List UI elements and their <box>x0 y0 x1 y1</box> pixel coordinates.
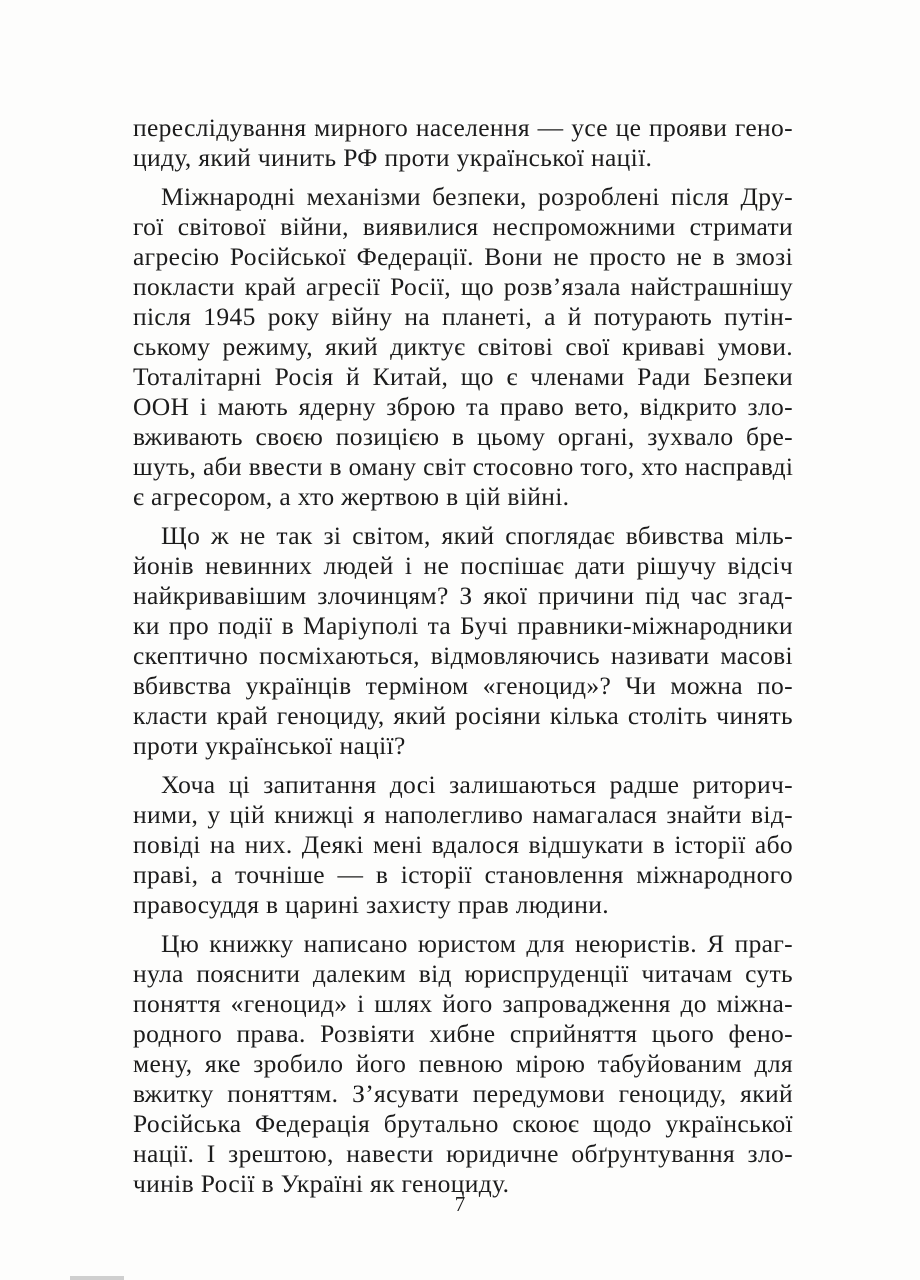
text-line: Російська Федерація брутально скоює щодо української <box>133 1109 793 1138</box>
text-line: скептично посміхаються, відмовляючись називати масові <box>133 641 793 670</box>
text-line: ки про події в Маріуполі та Бучі правники-міжнародники <box>133 611 793 640</box>
paragraph <box>133 182 793 512</box>
text-line: повіді на них. Деякі мені вдалося відшукати в історії або <box>133 830 793 859</box>
text-line: родного права. Розвіяти хибне сприйняття цього фено- <box>133 1019 793 1048</box>
text-line: Хоча ці запитання досі залишаються радше риторич- <box>161 770 793 799</box>
text-line: мену, яке зробило його певною мірою табуйованим для <box>133 1049 793 1078</box>
text-line: шуть, аби ввести в оману світ стосовно того, хто насправді <box>133 452 794 481</box>
body-text <box>133 113 793 1199</box>
paragraph <box>133 521 793 761</box>
text-line: є агресором, а хто жертвою в цій війні. <box>133 482 570 511</box>
text-line: Міжнародні механізми безпеки, розроблені після Дру- <box>161 182 793 211</box>
text-line: нула пояснити далеким від юриспруденції читачам суть <box>133 959 793 988</box>
paragraph <box>133 770 793 920</box>
text-line: класти край геноциду, який росіяни кілька століть чинять <box>133 701 793 730</box>
text-line: після 1945 року війну на планеті, а й потурають путін- <box>133 302 793 331</box>
paragraph <box>133 113 793 173</box>
text-line: циду, який чинить РФ проти української нації. <box>133 143 653 172</box>
paragraph <box>133 929 793 1199</box>
text-line: ському режиму, який диктує світові свої криваві умови. <box>133 332 793 361</box>
scan-edge-mark <box>70 1276 124 1280</box>
text-line: йонів невинних людей і не поспішає дати рішучу відсіч <box>133 551 793 580</box>
text-line: вбивства українців терміном «геноцид»? Чи можна по- <box>133 671 793 700</box>
text-line: проти української нації? <box>133 731 406 760</box>
text-line: покласти край агресії Росії, що розв’язала найстрашнішу <box>133 272 793 301</box>
text-line: агресію Російської Федерації. Вони не просто не в змозі <box>133 242 793 271</box>
text-line: нації. І зрештою, навести юридичне обґрунтування зло- <box>133 1139 793 1168</box>
text-line: чинів Росії в Україні як геноциду. <box>133 1169 510 1198</box>
text-line: вживають своєю позицією в цьому органі, зухвало бре- <box>133 422 793 451</box>
text-line: поняття «геноцид» і шлях його запровадження до міжна- <box>133 989 793 1018</box>
text-line: праві, а точніше — в історії становлення міжнародного <box>133 860 793 889</box>
text-line: Цю книжку написано юристом для неюристів. Я праг- <box>161 929 793 958</box>
text-line: правосуддя в царині захисту прав людини. <box>133 890 609 919</box>
text-line: ООН і мають ядерну зброю та право вето, відкрито зло- <box>133 392 793 421</box>
page-number: 7 <box>454 1192 466 1216</box>
text-line: ними, у цій книжці я наполегливо намагалася знайти від- <box>133 800 793 829</box>
text-line: вжитку поняттям. З’ясувати передумови геноциду, який <box>133 1079 793 1108</box>
text-line: Що ж не так зі світом, який споглядає вбивства міль- <box>161 521 793 550</box>
text-line: Тоталітарні Росія й Китай, що є членами Ради Безпеки <box>133 362 793 391</box>
text-line: найкривавішим злочинцям? З якої причини під час згад- <box>133 581 793 610</box>
text-line: переслідування мирного населення — усе це прояви гено- <box>133 113 793 142</box>
text-line: гої світової війни, виявилися неспроможними стримати <box>133 212 793 241</box>
